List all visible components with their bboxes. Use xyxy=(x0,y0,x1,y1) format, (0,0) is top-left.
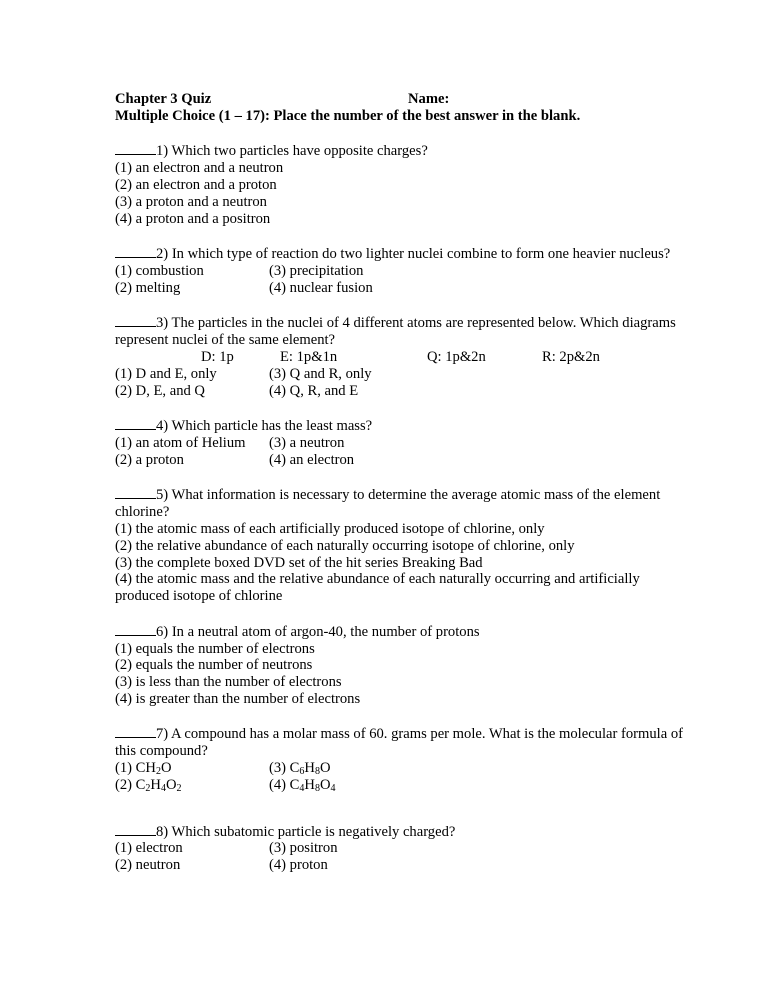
question-prompt: 1) Which two particles have opposite charges? xyxy=(115,141,675,160)
name-label: Name: xyxy=(408,91,450,107)
choice: (4) Q, R, and E xyxy=(269,382,359,399)
question-3 xyxy=(115,313,675,399)
question-number: 6 xyxy=(156,623,164,640)
question-prompt: 5) What information is necessary to determine the average atomic mass of the element xyxy=(115,485,675,504)
choice: (1) electron xyxy=(115,840,183,857)
question-number: 3 xyxy=(156,315,164,332)
question-prompt: 8) Which subatomic particle is negatively charged? xyxy=(115,822,675,841)
choice-row xyxy=(115,760,675,777)
question-5 xyxy=(115,485,675,605)
question-prompt: 6) In a neutral atom of argon-40, the number of protons xyxy=(115,622,675,641)
choice: (1) $CH_2O$ xyxy=(115,760,172,778)
question-text: What information is necessary to determine the average atomic mass of the element xyxy=(171,487,661,504)
question-number: 2 xyxy=(156,246,164,263)
choice: (2) a proton xyxy=(115,451,184,468)
choice: (3) $C_6H_8O$ xyxy=(269,760,331,778)
choice: (3) a proton and a neutron xyxy=(115,193,267,210)
choice: (3) a neutron xyxy=(269,434,345,451)
nucleus-label: D: 1p xyxy=(201,348,234,365)
answer-blank[interactable] xyxy=(115,313,156,327)
choice: (1) combustion xyxy=(115,262,204,279)
answer-blank[interactable] xyxy=(115,724,156,738)
quiz-title: Chapter 3 Quiz xyxy=(115,91,212,107)
choice-row xyxy=(115,857,675,874)
nucleus-label: Q: 1p&2n xyxy=(427,348,486,365)
choice: (4) an electron xyxy=(269,451,355,468)
quiz-header xyxy=(115,91,675,108)
question-text: Which particle has the least mass? xyxy=(171,418,373,435)
choice: (1) an electron and a neutron xyxy=(115,160,284,177)
question-prompt: 2) In which type of reaction do two lighter nuclei combine to form one heavier nucleus? xyxy=(115,244,675,263)
question-text: The particles in the nuclei of 4 different atoms are represented below. Which diagrams xyxy=(171,315,676,332)
answer-blank[interactable] xyxy=(115,622,156,636)
choice: (2) an electron and a proton xyxy=(115,176,277,193)
choice: (1) equals the number of electrons xyxy=(115,640,315,657)
question-6 xyxy=(115,622,675,708)
question-number: 4 xyxy=(156,418,164,435)
answer-blank[interactable] xyxy=(115,485,156,499)
choice: (3) positron xyxy=(269,840,338,857)
question-text: In a neutral atom of argon-40, the number of protons xyxy=(171,623,480,640)
choice: (3) Q and R, only xyxy=(269,365,372,382)
choice-row xyxy=(115,263,675,280)
choice-row xyxy=(115,840,675,857)
choice: (2) neutron xyxy=(115,857,181,874)
choice: (4) is greater than the number of electrons xyxy=(115,690,361,707)
choice-row xyxy=(115,366,675,383)
choice: (1) the atomic mass of each artificially produced isotope of chlorine, only xyxy=(115,520,545,537)
question-8 xyxy=(115,822,675,874)
question-text: Which two particles have opposite charges? xyxy=(171,143,428,160)
question-text: A compound has a molar mass of 60. grams per mole. What is the molecular formula of xyxy=(171,726,684,743)
question-prompt: 7) A compound has a molar mass of 60. grams per mole. What is the molecular formula of xyxy=(115,724,675,743)
question-text: In which type of reaction do two lighter nuclei combine to form one heavier nucleus? xyxy=(171,246,671,263)
choice-continued: produced isotope of chlorine xyxy=(115,588,283,605)
question-text-continued: this compound? xyxy=(115,743,208,760)
answer-blank[interactable] xyxy=(115,244,156,258)
choice-row xyxy=(115,383,675,400)
question-text-continued: chlorine? xyxy=(115,504,170,521)
choice: (2) D, E, and Q xyxy=(115,382,205,399)
choice: (2) the relative abundance of each naturally occurring isotope of chlorine, only xyxy=(115,537,575,554)
question-7 xyxy=(115,724,684,794)
question-prompt: 3) The particles in the nuclei of 4 different atoms are represented below. Which diagrams xyxy=(115,313,675,332)
question-number: 5 xyxy=(156,487,164,504)
question-text-continued: represent nuclei of the same element? xyxy=(115,332,336,349)
choice: (3) precipitation xyxy=(269,262,364,279)
choice: (4) nuclear fusion xyxy=(269,279,373,296)
nucleus-label: R: 2p&2n xyxy=(542,348,600,365)
question-2 xyxy=(115,244,675,296)
question-number: 7 xyxy=(156,726,164,743)
choice-row xyxy=(115,280,675,297)
answer-blank[interactable] xyxy=(115,416,156,430)
question-number: 1 xyxy=(156,143,164,160)
choice: (3) is less than the number of electrons xyxy=(115,674,342,691)
choice-row xyxy=(115,777,675,794)
choice: (3) the complete boxed DVD set of the hit series Breaking Bad xyxy=(115,554,483,571)
choice: (2) $C_2H_4O_2$ xyxy=(115,776,182,794)
question-1 xyxy=(115,141,675,227)
choice: (4) $C_4H_8O_4$ xyxy=(269,776,336,794)
choice: (4) a proton and a positron xyxy=(115,210,271,227)
choice: (1) an atom of Helium xyxy=(115,434,246,451)
choice: (1) D and E, only xyxy=(115,365,217,382)
choice: (2) equals the number of neutrons xyxy=(115,657,313,674)
choice-row xyxy=(115,452,675,469)
choice-row xyxy=(115,435,675,452)
nuclei-list xyxy=(115,349,675,366)
choice: (4) proton xyxy=(269,857,328,874)
answer-blank[interactable] xyxy=(115,822,156,836)
question-4 xyxy=(115,416,675,468)
question-text: Which subatomic particle is negatively charged? xyxy=(171,823,456,840)
choice: (2) melting xyxy=(115,279,181,296)
answer-blank[interactable] xyxy=(115,141,156,155)
question-prompt: 4) Which particle has the least mass? xyxy=(115,416,675,435)
question-number: 8 xyxy=(156,823,164,840)
quiz-content xyxy=(115,91,684,874)
instructions: Multiple Choice (1 – 17): Place the number of the best answer in the blank. xyxy=(115,107,581,124)
nucleus-label: E: 1p&1n xyxy=(280,348,338,365)
choice: (4) the atomic mass and the relative abundance of each naturally occurring and artificially xyxy=(115,571,640,588)
